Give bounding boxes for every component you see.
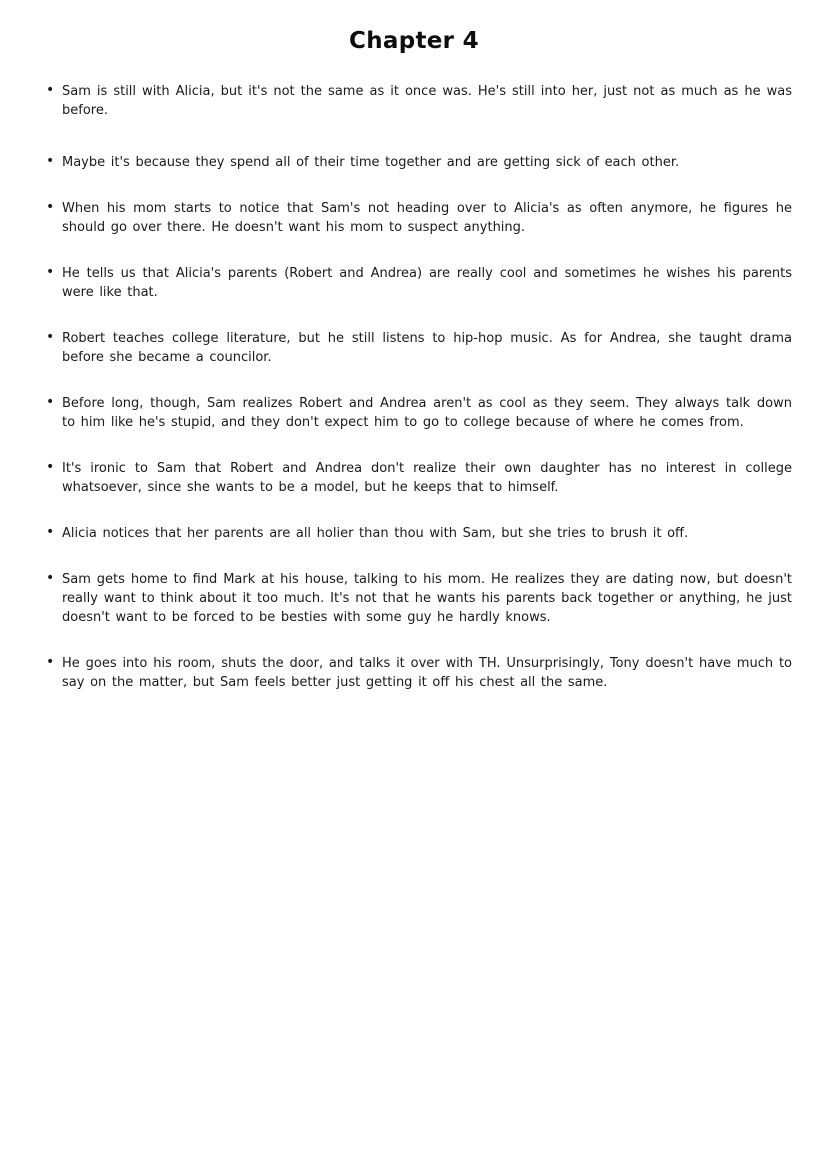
list-item: • Robert teaches college literature, but he still listens to hip-hop music. As for Andrea, she taught drama before she became a councilor. — [50, 329, 792, 367]
list-item: • When his mom starts to notice that Sam's not heading over to Alicia's as often anymore, he figures he should go over there. He doesn't want his mom to suspect anything. — [50, 199, 792, 237]
list-item: • Maybe it's because they spend all of their time together and are getting sick of each other. — [50, 153, 792, 172]
list-item: • Sam is still with Alicia, but it's not the same as it once was. He's still into her, just not as much as he was before. — [50, 82, 792, 120]
page-title: Chapter 4 — [349, 28, 479, 54]
list-item: • Sam gets home to find Mark at his house, talking to his mom. He realizes they are dating now, but doesn't really want to think about it too much. It's not that he wants his parents back together or anything, he just doesn't want to be forced to be besties with some guy he hardly knows. — [50, 570, 792, 627]
list-item: • Alicia notices that her parents are all holier than thou with Sam, but she tries to brush it off. — [50, 524, 792, 543]
notes-list — [36, 82, 792, 692]
list-item: • It's ironic to Sam that Robert and Andrea don't realize their own daughter has no interest in college whatsoever, since she wants to be a model, but he keeps that to himself. — [50, 459, 792, 497]
list-item: • Before long, though, Sam realizes Robert and Andrea aren't as cool as they seem. They always talk down to him like he's stupid, and they don't expect him to go to college because of where he comes from. — [50, 394, 792, 432]
list-item: • He tells us that Alicia's parents (Robert and Andrea) are really cool and sometimes he wishes his parents were like that. — [50, 264, 792, 302]
list-item: • He goes into his room, shuts the door, and talks it over with TH. Unsurprisingly, Tony doesn't have much to say on the matter, but Sam feels better just getting it off his chest all the same. — [50, 654, 792, 692]
